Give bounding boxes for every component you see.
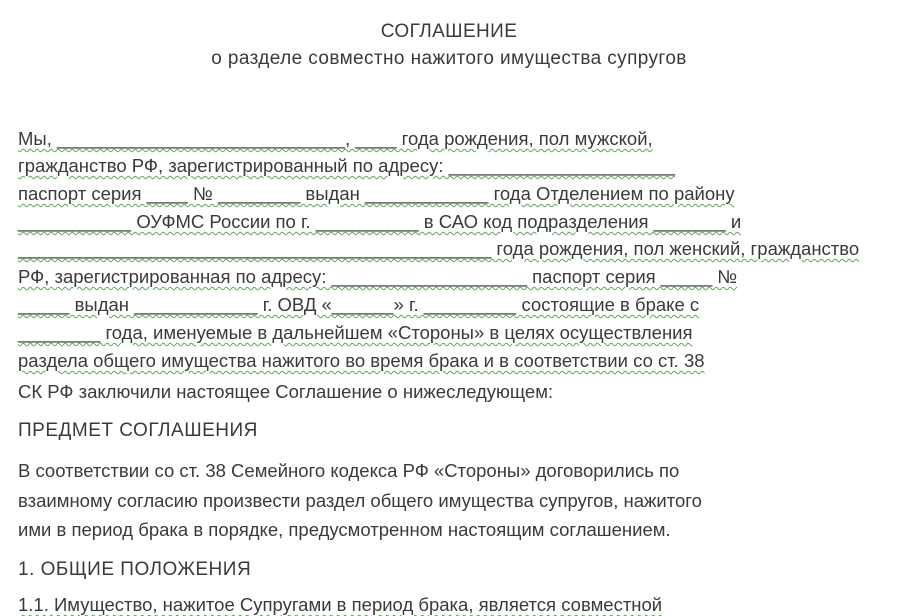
parties-line-8: ________ года, именуемые в дальнейшем «Стороны» в целях осуществления (18, 322, 693, 343)
section-text-line-2: взаимному согласию произвести раздел общего имущества супругов, нажитого (18, 490, 702, 511)
parties-line-6: РФ, зарегистрированная по адресу: ___________________ паспорт серия _____ № (18, 266, 738, 287)
document-title: СОГЛАШЕНИЕ (380, 21, 518, 42)
section-text-line-1: В соответствии со ст. 38 Семейного кодекса РФ «Стороны» договорились по (18, 460, 680, 481)
parties-line-2: гражданство РФ, зарегистрированный по адресу: ______________________ (18, 155, 675, 176)
parties-line-4: ___________ ОУФМС России по г. __________ в САО код подразделения _______ и (18, 211, 742, 232)
clause-1-1-partial: 1.1. Имущество, нажитое Супругами в период брака, является совместной (18, 594, 663, 615)
parties-line-7: _____ выдан ____________ г. ОВД «______» г. _________ состоящие в браке с (18, 294, 700, 315)
document-subtitle: о разделе совместно нажитого имущества супругов (211, 48, 687, 69)
parties-line-3: паспорт серия ____ № ________ выдан ____________ года Отделением по району (18, 183, 735, 204)
section-heading-general: 1. ОБЩИЕ ПОЛОЖЕНИЯ (18, 559, 252, 580)
parties-line-1: Мы, ____________________________, ____ года рождения, пол мужской, (18, 128, 653, 149)
parties-line-5: ______________________________________________ года рождения, пол женский, гражданство (18, 238, 860, 259)
section-heading-subject: ПРЕДМЕТ СОГЛАШЕНИЯ (18, 420, 258, 441)
parties-line-9: раздела общего имущества нажитого во время брака и в соответствии со ст. 38 (18, 350, 705, 371)
parties-line-10: СК РФ заключили настоящее Соглашение о нижеследующем: (18, 381, 554, 402)
section-text-line-3: ими в период брака в порядке, предусмотренном настоящим соглашением. (18, 519, 671, 540)
